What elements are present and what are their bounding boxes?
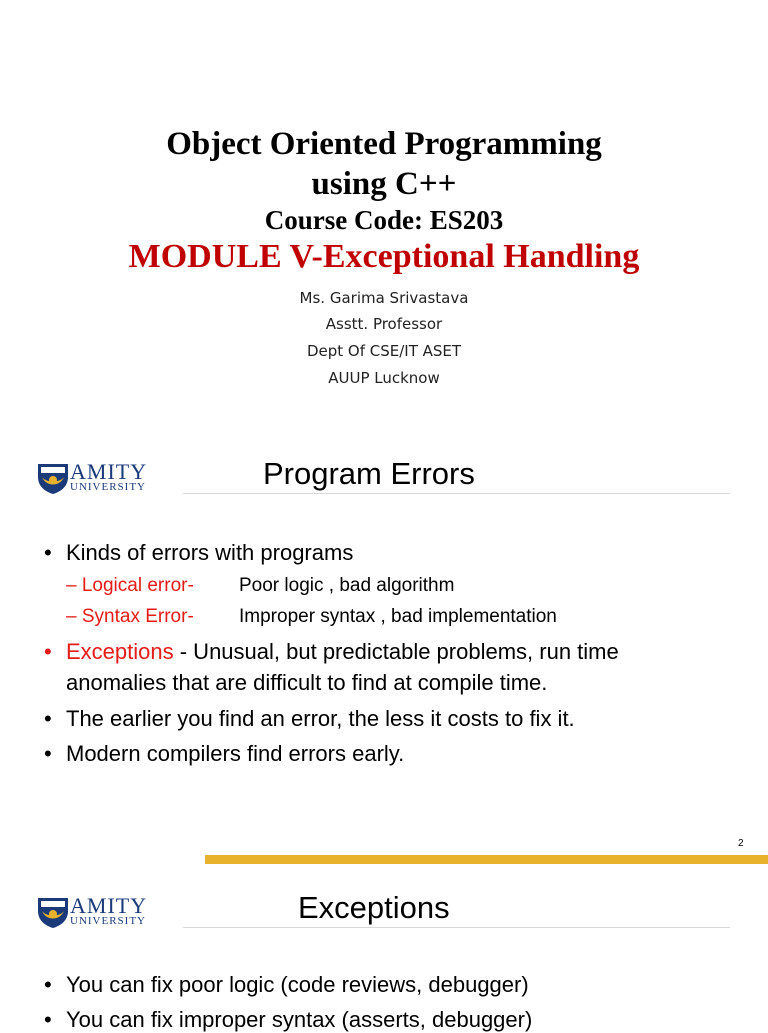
logo-name: AMITY: [70, 893, 148, 918]
heading-divider: [183, 493, 730, 494]
bullet-dot-icon: •: [44, 706, 52, 731]
amity-crest-icon: [36, 895, 70, 929]
footer-gold-bar: [205, 855, 768, 864]
bullet-dot-icon: •: [44, 540, 52, 565]
bullet-fix-logic: • You can fix poor logic (code reviews, debugger): [44, 972, 529, 997]
bullet-kinds-of-errors: • Kinds of errors with programs: [44, 540, 354, 565]
slide3-heading: Exceptions: [298, 890, 450, 925]
bullet-dot-icon: •: [44, 1007, 52, 1032]
amity-logo: [36, 895, 176, 929]
logo-sub: UNIVERSITY: [70, 481, 146, 493]
exceptions-label: Exceptions: [66, 639, 174, 664]
amity-logo: [36, 461, 176, 495]
sub-dash: –: [66, 575, 82, 596]
slide-title-line2: using C++: [311, 166, 457, 202]
syntax-error-label: Syntax Error-: [81, 606, 194, 627]
amity-crest-icon: [36, 461, 70, 495]
bullet-fix-syntax: • You can fix improper syntax (asserts, debugger): [44, 1007, 533, 1032]
bullet-earlier: • The earlier you find an error, the less it costs to fix it.: [44, 706, 575, 731]
sub-dash: –: [66, 606, 82, 627]
slide2-heading: Program Errors: [263, 456, 475, 491]
author-campus: AUUP Lucknow: [328, 369, 440, 387]
bullet-dot-icon: •: [44, 639, 52, 664]
course-code: Course Code: ES203: [264, 205, 504, 235]
bullet-dot-icon: •: [44, 741, 52, 766]
logical-error-label: Logical error-: [81, 575, 194, 596]
exceptions-text: - Unusual, but predictable problems, run time: [173, 639, 619, 664]
page-number: 2: [738, 838, 744, 849]
author-dept: Dept Of CSE/IT ASET: [306, 342, 462, 360]
heading-divider: [183, 927, 730, 928]
bullet-dot-icon: •: [44, 972, 52, 997]
sub-logical-error: [66, 575, 455, 597]
bullet-modern-compilers: • Modern compilers find errors early.: [44, 741, 405, 766]
syntax-error-text: Improper syntax , bad implementation: [239, 606, 557, 627]
logo-sub: UNIVERSITY: [70, 915, 146, 927]
slide-title-line1: Object Oriented Programming: [166, 126, 602, 162]
author-role: Asstt. Professor: [325, 315, 443, 333]
sub-syntax-error: [66, 606, 557, 628]
module-title: MODULE V-Exceptional Handling: [128, 238, 640, 275]
bullet-exceptions: [44, 639, 619, 665]
logo-name: AMITY: [70, 459, 148, 484]
author-name: Ms. Garima Srivastava: [299, 289, 469, 307]
exceptions-text-continued: anomalies that are difficult to find at compile time.: [66, 670, 548, 695]
logical-error-text: Poor logic , bad algorithm: [239, 575, 455, 596]
